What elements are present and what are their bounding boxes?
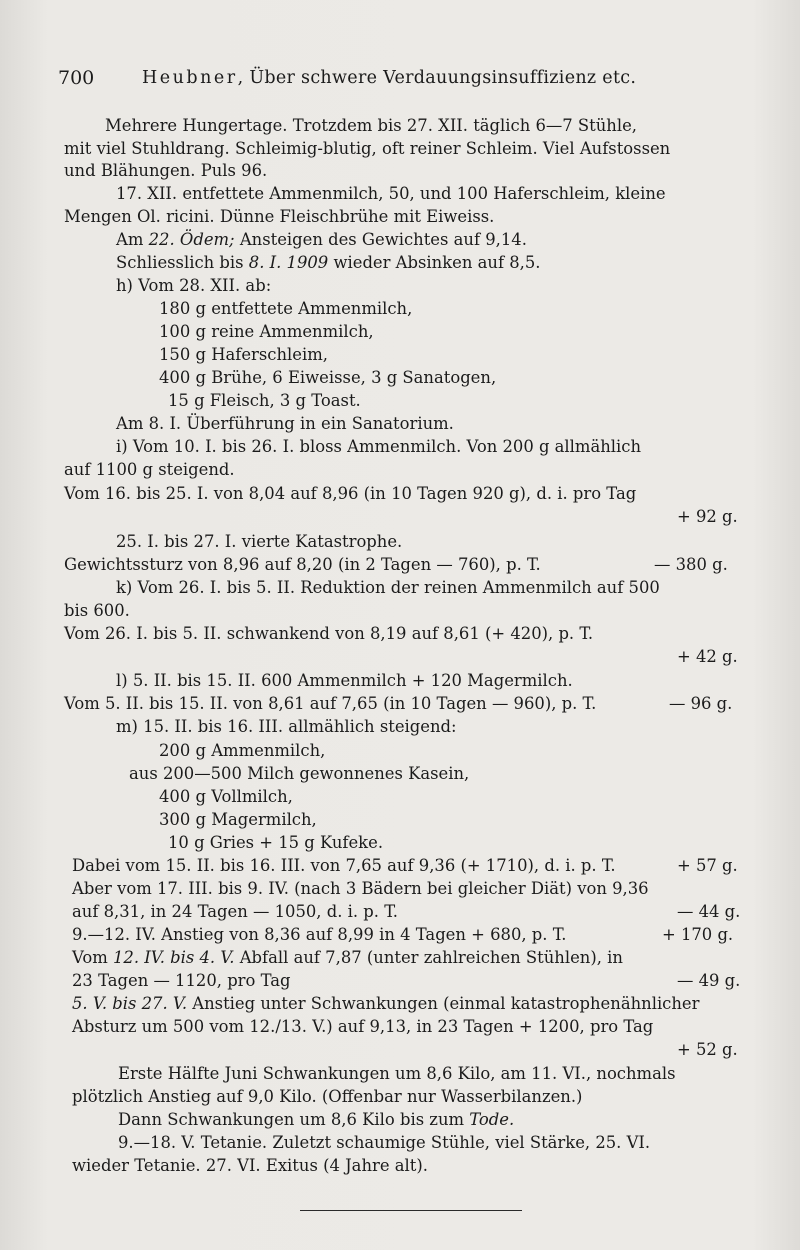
- article-title: , Über schwere Verdauungsinsuffizienz etc.: [237, 68, 637, 88]
- diet-item: 300 g Magermilch,: [159, 810, 317, 829]
- text-line: Dabei vom 15. II. bis 16. III. von 7,65 auf 9,36 (+ 1710), d. i. p. T.: [72, 856, 616, 875]
- text-line: bis 600.: [64, 601, 130, 620]
- text-line: Am 8. I. Überführung in ein Sanatorium.: [116, 414, 454, 433]
- text-line: Erste Hälfte Juni Schwankungen um 8,6 Kilo, am 11. VI., nochmals: [118, 1064, 676, 1083]
- daily-change-value: — 96 g.: [669, 694, 733, 713]
- text-line: wieder Tetanie. 27. VI. Exitus (4 Jahre alt).: [72, 1156, 428, 1175]
- daily-change-value: + 57 g.: [677, 856, 738, 875]
- diet-item: 150 g Haferschleim,: [159, 345, 328, 364]
- diet-item: 180 g entfettete Ammenmilch,: [159, 299, 413, 318]
- diet-item: aus 200—500 Milch gewonnenes Kasein,: [129, 764, 470, 783]
- diet-item: 400 g Vollmilch,: [159, 787, 293, 806]
- text-line: auf 8,31, in 24 Tagen — 1050, d. i. p. T.: [72, 902, 398, 921]
- diet-item: 200 g Ammenmilch,: [159, 741, 326, 760]
- text-line: Vom 12. IV. bis 4. V. Abfall auf 7,87 (unter zahlreichen Stühlen), in: [72, 948, 623, 967]
- text-line: Vom 26. I. bis 5. II. schwankend von 8,19 auf 8,61 (+ 420), p. T.: [64, 624, 594, 643]
- page-number: 700: [58, 67, 95, 89]
- text-line: i) Vom 10. I. bis 26. I. bloss Ammenmilch. Von 200 g allmählich: [116, 437, 642, 456]
- text-line: Gewichtssturz von 8,96 auf 8,20 (in 2 Tagen — 760), p. T.: [64, 555, 541, 574]
- diet-item: 100 g reine Ammenmilch,: [159, 322, 374, 341]
- text-line: l) 5. II. bis 15. II. 600 Ammenmilch + 120 Magermilch.: [116, 671, 573, 690]
- text-line: 23 Tagen — 1120, pro Tag: [72, 971, 291, 990]
- author-name: Heubner: [142, 68, 238, 88]
- text-line: mit viel Stuhldrang. Schleimig-blutig, oft reiner Schleim. Viel Aufstossen: [64, 139, 671, 158]
- text-line: Vom 16. bis 25. I. von 8,04 auf 8,96 (in 10 Tagen 920 g), d. i. pro Tag: [64, 484, 637, 503]
- diet-item: 400 g Brühe, 6 Eiweisse, 3 g Sanatogen,: [159, 368, 497, 387]
- diet-item: 10 g Gries + 15 g Kufeke.: [168, 833, 384, 852]
- daily-change-value: — 49 g.: [677, 971, 741, 990]
- text-line: Schliesslich bis 8. I. 1909 wieder Absinken auf 8,5.: [116, 253, 541, 272]
- text-line: Mehrere Hungertage. Trotzdem bis 27. XII. täglich 6—7 Stühle,: [105, 116, 638, 135]
- text-line: und Blähungen. Puls 96.: [64, 161, 268, 180]
- daily-change-value: — 44 g.: [677, 902, 741, 921]
- text-line: Absturz um 500 vom 12./13. V.) auf 9,13, in 23 Tagen + 1200, pro Tag: [72, 1017, 654, 1036]
- text-line: Am 22. Ödem; Ansteigen des Gewichtes auf 9,14.: [116, 230, 527, 249]
- daily-change-value: + 92 g.: [677, 507, 738, 526]
- text-line: 5. V. bis 27. V. Anstieg unter Schwankungen (einmal katastrophenähnlicher: [72, 994, 700, 1013]
- text-line: 9.—18. V. Tetanie. Zuletzt schaumige Stühle, viel Stärke, 25. VI.: [118, 1133, 651, 1152]
- daily-change-value: + 42 g.: [677, 647, 738, 666]
- text-line: m) 15. II. bis 16. III. allmählich steigend:: [116, 717, 457, 736]
- text-line: 17. XII. entfettete Ammenmilch, 50, und 100 Haferschleim, kleine: [116, 184, 666, 203]
- daily-change-value: + 170 g.: [662, 925, 734, 944]
- text-line: auf 1100 g steigend.: [64, 460, 235, 479]
- text-line: plötzlich Anstieg auf 9,0 Kilo. (Offenbar nur Wasserbilanzen.): [72, 1087, 583, 1106]
- daily-change-value: — 380 g.: [654, 555, 728, 574]
- daily-change-value: + 52 g.: [677, 1040, 738, 1059]
- text-line: 25. I. bis 27. I. vierte Katastrophe.: [116, 532, 403, 551]
- running-title: [142, 67, 636, 89]
- text-line: k) Vom 26. I. bis 5. II. Reduktion der reinen Ammenmilch auf 500: [116, 578, 660, 597]
- text-line: 9.—12. IV. Anstieg von 8,36 auf 8,99 in 4 Tagen + 680, p. T.: [72, 925, 567, 944]
- text-line: Mengen Ol. ricini. Dünne Fleischbrühe mit Eiweiss.: [64, 207, 495, 226]
- text-line: Vom 5. II. bis 15. II. von 8,61 auf 7,65 (in 10 Tagen — 960), p. T.: [64, 694, 597, 713]
- text-line: h) Vom 28. XII. ab:: [116, 276, 272, 295]
- closing-rule: [300, 1210, 522, 1211]
- diet-item: 15 g Fleisch, 3 g Toast.: [168, 391, 361, 410]
- text-line: Dann Schwankungen um 8,6 Kilo bis zum Tode.: [118, 1110, 515, 1129]
- text-line: Aber vom 17. III. bis 9. IV. (nach 3 Bädern bei gleicher Diät) von 9,36: [72, 879, 649, 898]
